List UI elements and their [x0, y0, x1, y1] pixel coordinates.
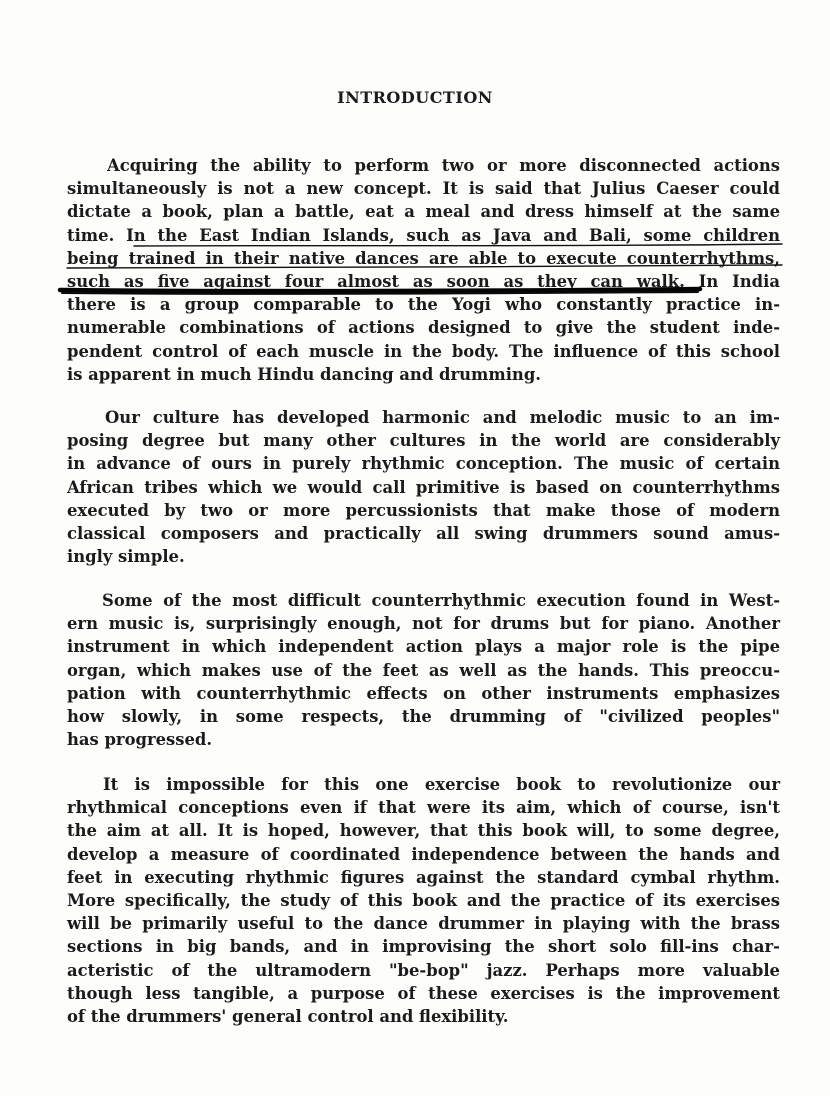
text-line: pendent control of each muscle in the body. The influence of this school [67, 341, 780, 361]
text-line: how slowly, in some respects, the drumming of "civilized peoples" [67, 706, 780, 726]
text-line: being trained in their native dances are able to execute counterrhythms, [67, 248, 780, 268]
text-line: will be primarily useful to the dance drummer in playing with the brass [67, 914, 780, 934]
text-line: simultaneously is not a new concept. It is said that Julius Caeser could [67, 179, 780, 199]
text-line: classical composers and practically all swing drummers sound amus- [67, 523, 780, 543]
paragraph-1 [67, 154, 780, 386]
text-line: in advance of ours in purely rhythmic conception. The music of certain [67, 454, 780, 474]
text-line: posing degree but many other cultures in the world are considerably [67, 431, 780, 451]
text-line: develop a measure of coordinated independence between the hands and [67, 844, 780, 864]
paragraph-4 [67, 773, 780, 1028]
text-line: African tribes which we would call primitive is based on counterrhythms [67, 477, 780, 497]
text-line: rhythmical conceptions even if that were its aim, which of course, isn't [67, 798, 780, 818]
text-line: numerable combinations of actions designed to give the student inde- [67, 318, 780, 338]
text-line: acteristic of the ultramodern "be-bop" jazz. Perhaps more valuable [67, 960, 780, 980]
text-line: More specifically, the study of this book and the practice of its exercises [67, 890, 780, 910]
page-title: INTRODUCTION [337, 88, 493, 107]
text-line: ingly simple. [67, 547, 185, 567]
text-line: the aim at all. It is hoped, however, that this book will, to some degree, [67, 821, 780, 841]
text-line: Some of the most difficult counterrhythmic execution found in West- [102, 591, 780, 610]
text-line: pation with counterrhythmic effects on other instruments emphasizes [67, 683, 780, 703]
text-line: instrument in which independent action plays a major role is the pipe [67, 637, 780, 657]
text-line: Our culture has developed harmonic and melodic music to an im- [105, 408, 780, 427]
text-line: feet in executing rhythmic figures against the standard cymbal rhythm. [67, 867, 780, 887]
text-line: It is impossible for this one exercise book to revolutionize our [103, 775, 780, 794]
text-line: there is a group comparable to the Yogi who constantly practice in- [67, 295, 780, 315]
text-line: Acquiring the ability to perform two or more disconnected actions [107, 156, 780, 175]
text-line: has progressed. [67, 730, 213, 750]
text-line: sections in big bands, and in improvising the short solo fill-ins char- [67, 937, 780, 957]
text-line: ern music is, surprisingly enough, not for drums but for piano. Another [67, 614, 780, 634]
text-line: is apparent in much Hindu dancing and drumming. [67, 364, 542, 384]
text-line: time. In the East Indian Islands, such as Java and Bali, some children [67, 225, 780, 245]
paragraph-3 [67, 589, 780, 751]
text-line: of the drummers' general control and flexibility. [67, 1006, 509, 1026]
text-line: such as five against four almost as soon as they can walk. In India [67, 271, 780, 291]
text-line: dictate a book, plan a battle, eat a meal and dress himself at the same [67, 202, 780, 222]
text-line: executed by two or more percussionists that make those of modern [67, 500, 780, 520]
text-line: organ, which makes use of the feet as well as the hands. This preoccu- [67, 660, 780, 680]
paragraph-2 [67, 406, 780, 568]
text-line: though less tangible, a purpose of these exercises is the improvement [67, 983, 780, 1003]
